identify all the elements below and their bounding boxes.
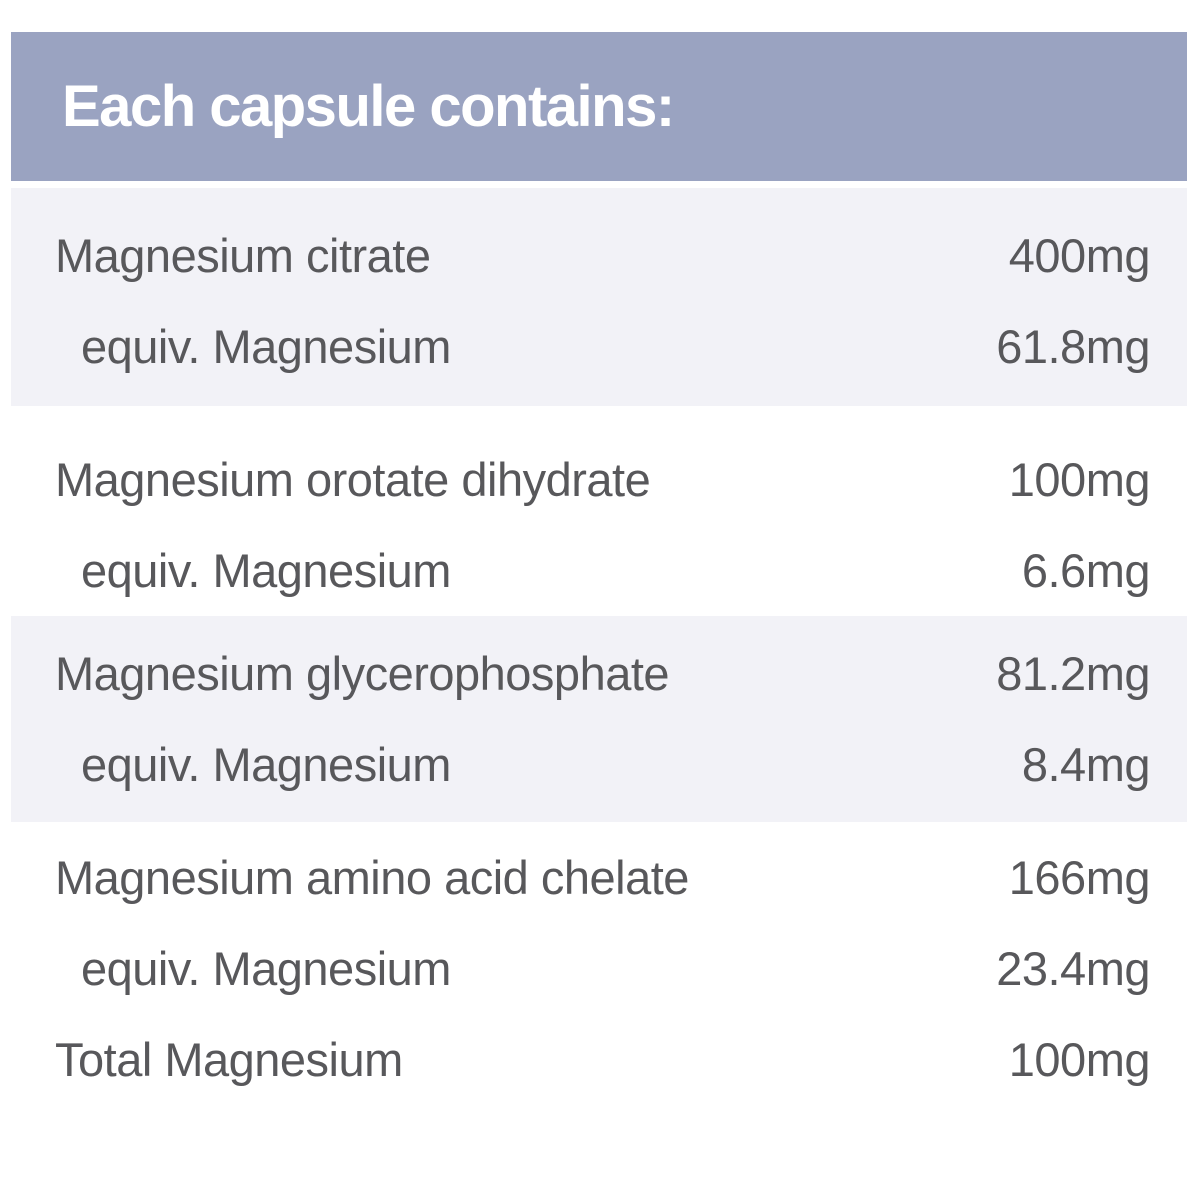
ingredient-group-glycerophosphate bbox=[11, 616, 1187, 822]
ingredient-group-orotate bbox=[11, 406, 1187, 616]
equivalent-amount: 6.6mg bbox=[1021, 544, 1150, 597]
equivalent-amount: 8.4mg bbox=[1021, 738, 1150, 791]
total-magnesium-label: Total Magnesium bbox=[55, 1033, 403, 1086]
ingredient-amount: 81.2mg bbox=[996, 647, 1150, 700]
supplement-facts-panel bbox=[11, 32, 1187, 1115]
table-row bbox=[11, 719, 1187, 810]
table-row bbox=[11, 301, 1187, 392]
ingredient-amount: 100mg bbox=[1008, 453, 1150, 506]
table-row bbox=[11, 832, 1187, 923]
table-row bbox=[11, 1014, 1187, 1105]
equivalent-amount: 61.8mg bbox=[996, 320, 1150, 373]
table-header bbox=[11, 32, 1187, 181]
equivalent-label: equiv. Magnesium bbox=[81, 320, 451, 373]
ingredient-label: Magnesium amino acid chelate bbox=[55, 851, 689, 904]
ingredient-amount: 400mg bbox=[1008, 229, 1150, 282]
ingredient-group-amino-acid-chelate bbox=[11, 822, 1187, 1115]
ingredient-label: Magnesium glycerophosphate bbox=[55, 647, 670, 700]
table-row bbox=[11, 923, 1187, 1014]
equivalent-label: equiv. Magnesium bbox=[81, 942, 451, 995]
ingredient-amount: 166mg bbox=[1008, 851, 1150, 904]
table-row bbox=[11, 210, 1187, 301]
table-row bbox=[11, 434, 1187, 525]
table-row bbox=[11, 628, 1187, 719]
equivalent-label: equiv. Magnesium bbox=[81, 738, 451, 791]
ingredient-label: Magnesium orotate dihydrate bbox=[55, 453, 651, 506]
ingredient-group-citrate bbox=[11, 188, 1187, 406]
table-header-title: Each capsule contains: bbox=[62, 74, 674, 139]
table-row bbox=[11, 525, 1187, 616]
equivalent-label: equiv. Magnesium bbox=[81, 544, 451, 597]
ingredient-label: Magnesium citrate bbox=[55, 229, 431, 282]
total-magnesium-amount: 100mg bbox=[1008, 1033, 1150, 1086]
equivalent-amount: 23.4mg bbox=[996, 942, 1150, 995]
